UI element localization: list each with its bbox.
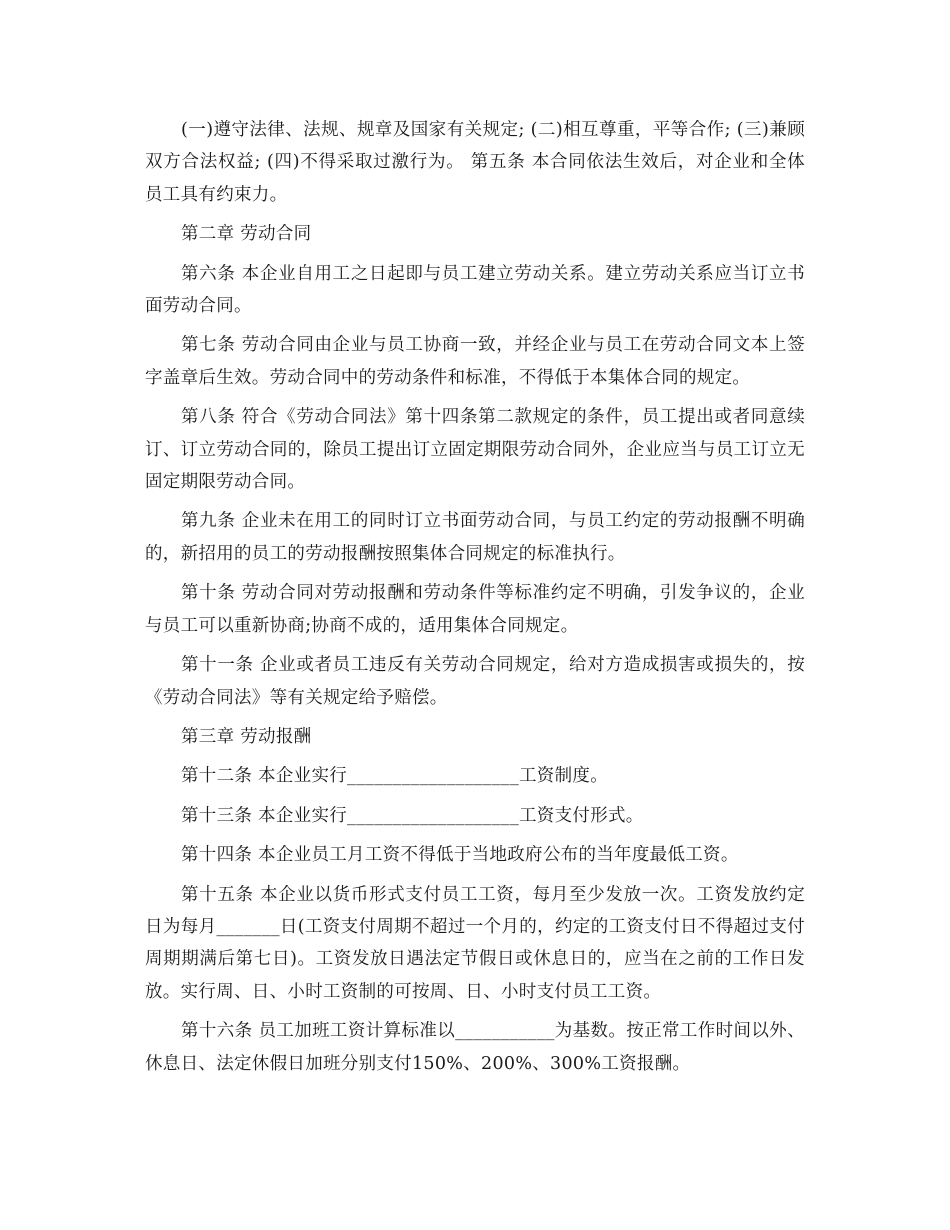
paragraph-art9: 第九条 企业未在用工的同时订立书面劳动合同，与员工约定的劳动报酬不明确的，新招用的员工的劳动报酬按照集体合同规定的标准执行。 [145,511,805,564]
chapter-heading-2: 第二章 劳动合同 [181,224,312,245]
paragraph-art10: 第十条 劳动合同对劳动报酬和劳动条件等标准约定不明确，引发争议的，企业与员工可以重新协商;协商不成的，适用集体合同规定。 [145,583,805,636]
paragraph-art14: 第十四条 本企业员工月工资不得低于当地政府公布的当年度最低工资。 [181,845,739,866]
paragraph-principles-art5: (一)遵守法律、法规、规章及国家有关规定; (二)相互尊重，平等合作; (三)兼顾双方合法权益; (四)不得采取过激行为。 第五条 本合同依法生效后，对企业和全体员工具有约束力。 [145,120,805,205]
chapter-heading-3: 第三章 劳动报酬 [181,726,312,747]
paragraph-art16: 第十六条 员工加班工资计算标准以___________为基数。按正常工作时间以外、休息日、法定休假日加班分别支付150%、200%、300%工资报酬。 [145,1021,805,1074]
paragraph-art15: 第十五条 本企业以货币形式支付员工工资，每月至少发放一次。工资发放约定日为每月_______日(工资支付周期不超过一个月的，约定的工资支付日不得超过支付周期期满后第七日)。工资发放日遇法定节假日或休息日的，应当在之前的工作日发放。实行周、日、小时工资制的可按周、日、小时支付员工工资。 [145,884,805,1002]
paragraph-art6: 第六条 本企业自用工之日起即与员工建立劳动关系。建立劳动关系应当订立书面劳动合同。 [145,263,805,317]
paragraph-art7: 第七条 劳动合同由企业与员工协商一致，并经企业与员工在劳动合同文本上签字盖章后生效。劳动合同中的劳动条件和标准，不得低于本集体合同的规定。 [145,335,805,388]
paragraph-art11: 第十一条 企业或者员工违反有关劳动合同规定，给对方造成损害或损失的，按《劳动合同法》等有关规定给予赔偿。 [145,655,805,708]
paragraph-art12: 第十二条 本企业实行___________________工资制度。 [181,766,609,787]
document-body [145,114,805,1080]
paragraph-art13: 第十三条 本企业实行___________________工资支付形式。 [181,805,644,826]
paragraph-art8: 第八条 符合《劳动合同法》第十四条第二款规定的条件，员工提出或者同意续订、订立劳动合同的，除员工提出订立固定期限劳动合同外，企业应当与员工订立无固定期限劳动合同。 [145,407,805,493]
